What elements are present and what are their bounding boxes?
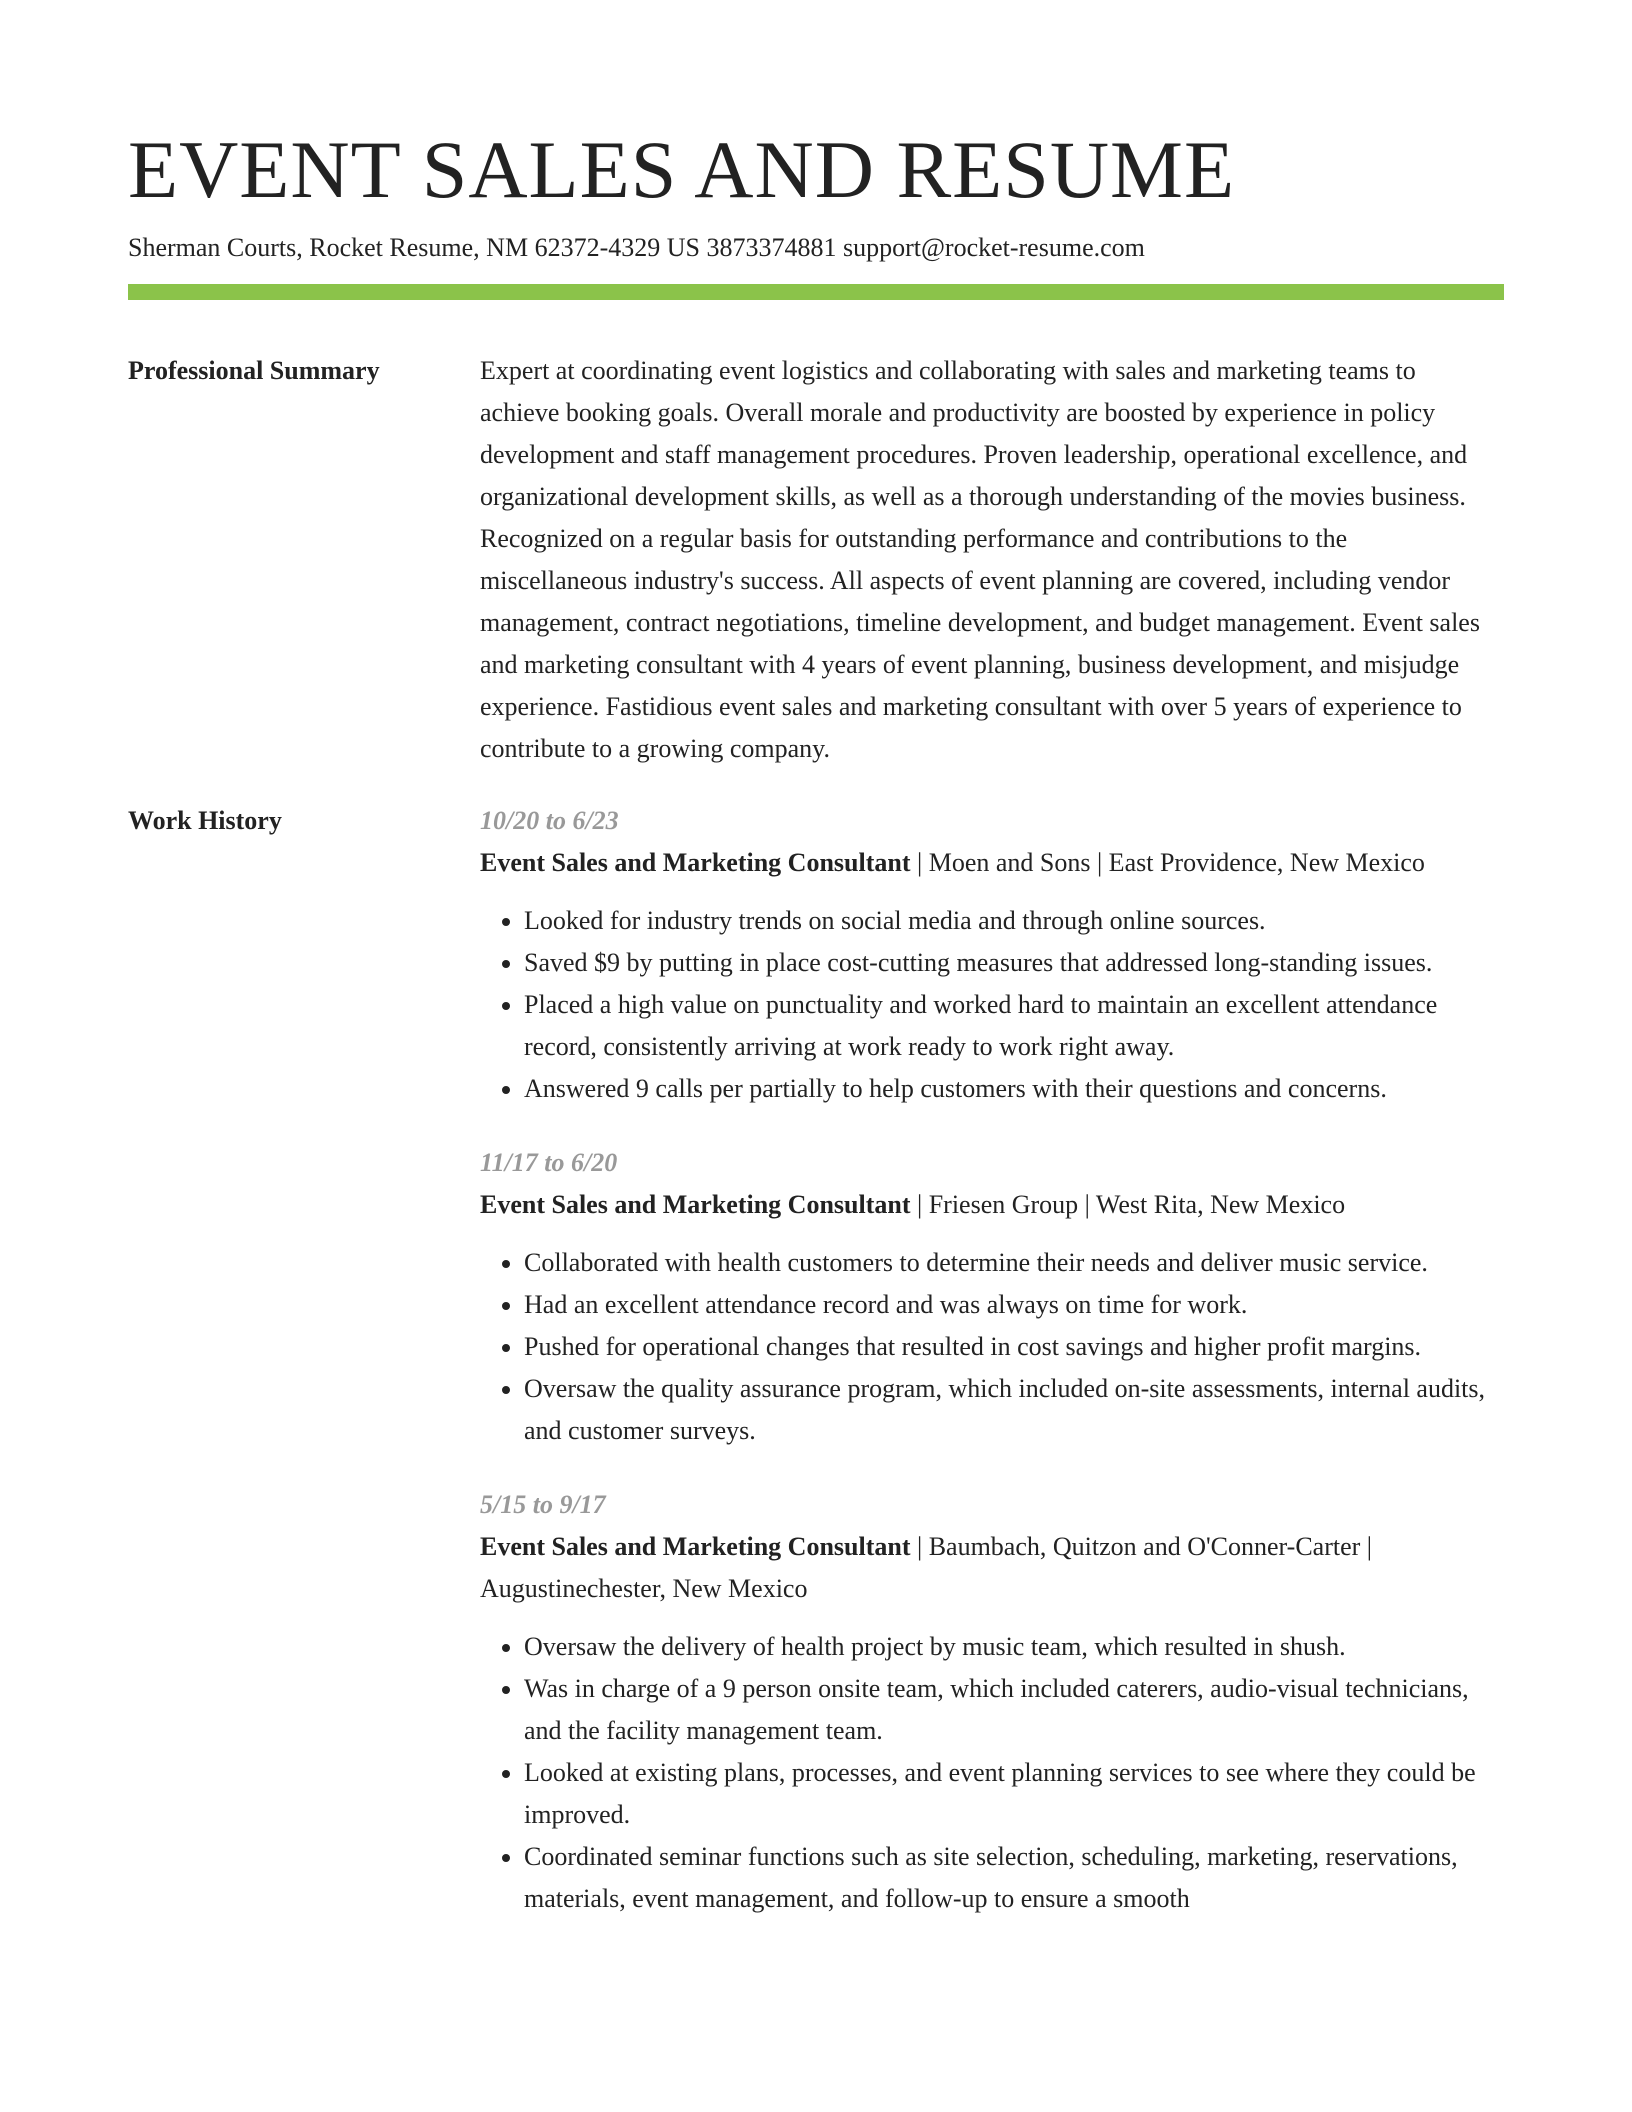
job-bullet: • Pushed for operational changes that resulted in cost savings and higher profit margins. (524, 1326, 1492, 1368)
summary-body (480, 350, 1504, 770)
job-details: | Friesen Group | West Rita, New Mexico (910, 1190, 1346, 1219)
job-header (480, 842, 1492, 884)
resume-name: EVENT SALES AND RESUME (128, 124, 1236, 215)
section-title-summary: Professional Summary (128, 356, 380, 385)
job-bullets (480, 1626, 1492, 1920)
job-entry (480, 1142, 1492, 1452)
job-bullet: • Had an excellent attendance record and was always on time for work. (524, 1284, 1492, 1326)
job-bullet: • Oversaw the delivery of health project by music team, which resulted in shush. (524, 1626, 1492, 1668)
job-bullet: • Coordinated seminar functions such as site selection, scheduling, marketing, reservations, materials, event management, and follow-up to ensure a smooth (524, 1836, 1492, 1920)
job-dates: 5/15 to 9/17 (480, 1490, 606, 1519)
professional-summary-section (128, 350, 1504, 770)
section-title-work: Work History (128, 806, 282, 835)
job-dates: 11/17 to 6/20 (480, 1148, 618, 1177)
job-title: Event Sales and Marketing Consultant (480, 1190, 911, 1219)
job-title: Event Sales and Marketing Consultant (480, 848, 911, 877)
job-bullets (480, 900, 1492, 1110)
job-title: Event Sales and Marketing Consultant (480, 1532, 911, 1561)
job-bullet: • Saved $9 by putting in place cost-cutting measures that addressed long-standing issues. (524, 942, 1492, 984)
resume-page (128, 120, 1504, 1952)
job-bullet: • Looked at existing plans, processes, and event planning services to see where they could be improved. (524, 1752, 1492, 1836)
job-bullet: • Looked for industry trends on social media and through online sources. (524, 900, 1492, 942)
job-entry (480, 800, 1492, 1110)
job-bullet: • Placed a high value on punctuality and worked hard to maintain an excellent attendance record, consistently arriving at work ready to work right away. (524, 984, 1492, 1068)
job-details: | Baumbach, Quitzon and O'Conner-Carter | Augustinechester, New Mexico (480, 1532, 1372, 1603)
work-history-section (128, 800, 1504, 1952)
job-bullet: • Collaborated with health customers to determine their needs and deliver music service. (524, 1242, 1492, 1284)
job-bullet: • Answered 9 calls per partially to help customers with their questions and concerns. (524, 1068, 1492, 1110)
job-bullets (480, 1242, 1492, 1452)
job-entry (480, 1484, 1492, 1920)
header-divider (128, 284, 1504, 300)
job-details: | Moen and Sons | East Providence, New Mexico (910, 848, 1425, 877)
job-header (480, 1526, 1492, 1610)
job-bullet: • Oversaw the quality assurance program, which included on-site assessments, internal audits, and customer surveys. (524, 1368, 1492, 1452)
job-header (480, 1184, 1492, 1226)
work-history-body (480, 800, 1504, 1952)
summary-text: Expert at coordinating event logistics and collaborating with sales and marketing teams to achieve booking goals. Overall morale and productivity are boosted by experience in policy development and staff management procedures. Proven leadership, operational excellence, and organizational development skills, as well as a thorough understanding of the movies business. Recognized on a regular basis for outstanding performance and contributions to the miscellaneous industry's success. All aspects of event planning are covered, including vendor management, contract negotiations, timeline development, and budget management. Event sales and marketing consultant with 4 years of event planning, business development, and misjudge experience. Fastidious event sales and marketing consultant with over 5 years of experience to contribute to a growing company. (480, 356, 1480, 763)
job-dates: 10/20 to 6/23 (480, 806, 619, 835)
contact-line: Sherman Courts, Rocket Resume, NM 62372-4329 US 3873374881 support@rocket-resume.com (128, 233, 1145, 262)
job-bullet: • Was in charge of a 9 person onsite team, which included caterers, audio-visual technicians, and the facility management team. (524, 1668, 1492, 1752)
